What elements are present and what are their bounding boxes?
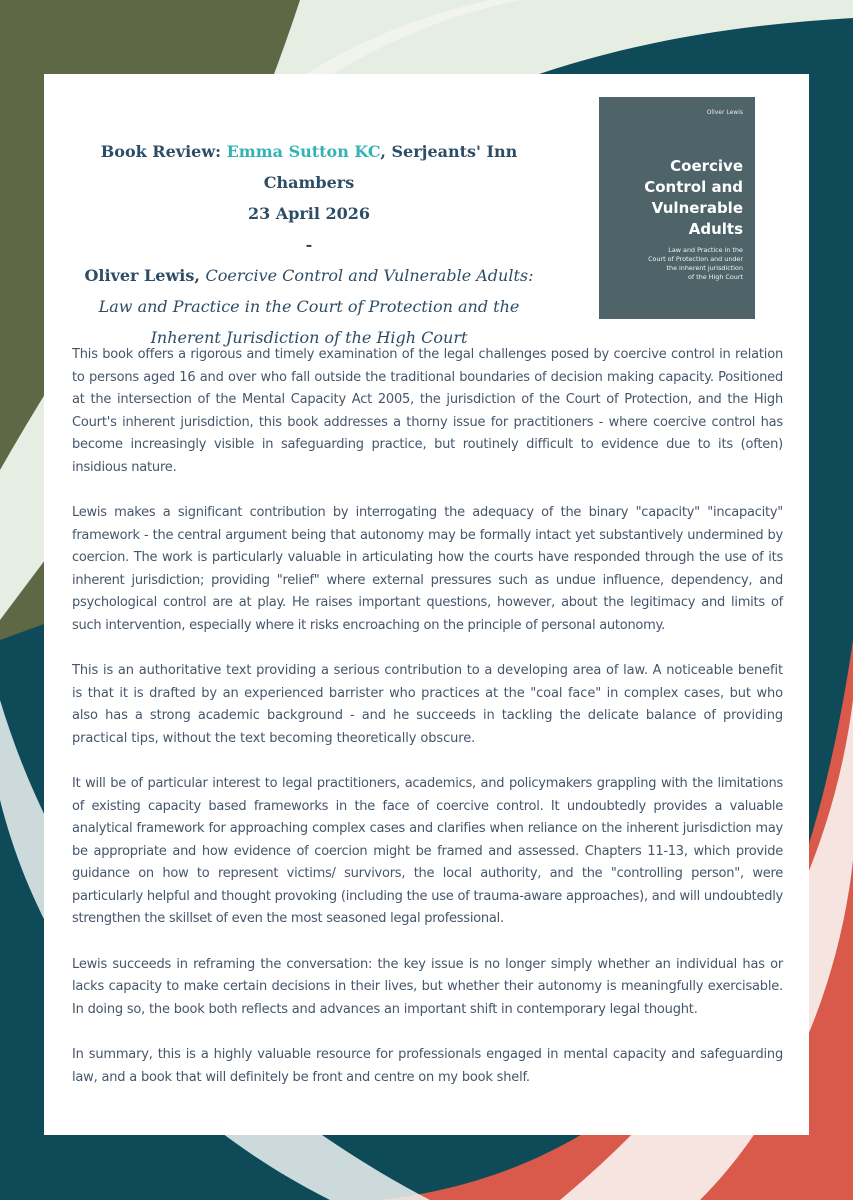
review-body [72, 344, 783, 1112]
review-paragraph: Lewis succeeds in reframing the conversation: the key issue is no longer simply whether an individual has or lacks capacity to make certain decisions in their lives, but whether their autonomy is meaningfully exercisable. In doing so, the book both reflects and advances an important shift in contemporary legal thought. [72, 956, 783, 1017]
review-label: Book Review: [100, 142, 227, 161]
review-paragraph: This book offers a rigorous and timely examination of the legal challenges posed by coercive control in relation to persons aged 16 and over who fall outside the traditional boundaries of decision making capacity. Positioned at the intersection of the Mental Capacity Act 2005, the jurisdiction of the Court of Protection, and the High Court's inherent jurisdiction, this book addresses a thorny issue for practitioners - where coercive control has become increasingly visible in safeguarding practice, but routinely difficult to evidence due to its (often) insidious nature. [72, 347, 783, 475]
book-title: Coercive Control and Vulnerable Adults: Law and Practice in the Court of Protection and the Inherent Jurisdiction of the High Court [98, 266, 534, 347]
heading-separator: - [305, 235, 313, 254]
cover-author: Oliver Lewis [706, 109, 743, 116]
review-paragraph: In summary, this is a highly valuable resource for professionals engaged in mental capacity and safeguarding law, and a book that will definitely be front and centre on my book shelf. [72, 1047, 783, 1085]
book-author: Oliver Lewis, [84, 266, 206, 285]
book-cover-image [599, 97, 755, 319]
review-paragraph: This is an authoritative text providing a serious contribution to a developing area of law. A noticeable benefit is that it is drafted by an experienced barrister who practices at the "coal face" in complex cases, but who also has a strong academic background - and he succeeds in tackling the delicate balance of providing practical tips, without the text becoming theoretically obscure. [72, 663, 783, 746]
cover-subtitle: Law and Practice in the Court of Protection and under the inherent jurisdiction of the High Court [648, 246, 743, 281]
review-page [44, 74, 809, 1135]
review-heading [74, 136, 544, 353]
reviewer-chambers: , Serjeants' Inn Chambers [263, 142, 518, 192]
review-byline [74, 136, 544, 198]
book-citation [74, 260, 544, 353]
cover-title: Coercive Control and Vulnerable Adults [644, 157, 743, 238]
review-paragraph: Lewis makes a significant contribution by interrogating the adequacy of the binary "capacity" "incapacity" framework - the central argument being that autonomy may be formally intact yet substantively undermined by coercion. The work is particularly valuable in articulating how the courts have responded through the use of its inherent jurisdiction; providing "relief" where external pressures such as undue influence, dependency, and psychological control are at play. He raises important questions, however, about the legitimacy and limits of such intervention, especially where it risks encroaching on the principle of personal autonomy. [72, 505, 783, 633]
review-date: 23 April 2026 [247, 204, 371, 223]
review-paragraph: It will be of particular interest to legal practitioners, academics, and policymakers grappling with the limitations of existing capacity based frameworks in the face of coercive control. It undoubtedly provides a valuable analytical framework for approaching complex cases and clarifies when reliance on the inherent jurisdiction may be appropriate and how evidence of coercion might be framed and assessed. Chapters 11-13, which provide guidance on how to represent victims/ survivors, the local authority, and the "controlling person", were particularly helpful and thought provoking (including the use of trauma-aware approaches), and will undoubtedly strengthen the skillset of even the most seasoned legal professional. [72, 776, 783, 926]
reviewer-name: Emma Sutton KC [226, 142, 381, 161]
